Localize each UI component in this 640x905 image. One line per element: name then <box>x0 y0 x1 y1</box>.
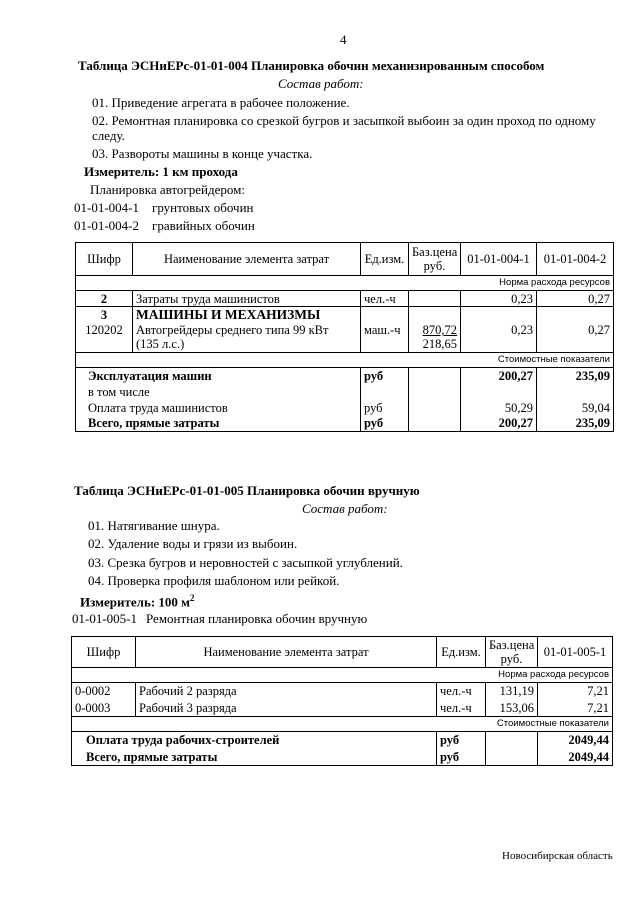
cost-unit: руб <box>437 749 486 766</box>
header-base-price <box>486 637 538 668</box>
table2 <box>71 636 613 766</box>
table-row <box>72 700 613 717</box>
table-row <box>72 749 613 766</box>
row-value-1: 0,23 <box>461 291 537 307</box>
table1-step: 01. Приведение агрегата в рабочее положение. <box>92 95 350 110</box>
cost-name: Всего, прямые затраты <box>72 749 437 766</box>
cost-name: Оплата труда рабочих-строителей <box>72 732 437 749</box>
row-code: 120202 <box>76 323 133 353</box>
table1-code: 01-01-004-1 <box>74 200 139 215</box>
table-row <box>76 307 614 323</box>
row-price <box>409 291 461 307</box>
row-price-line2: 218,65 <box>422 337 457 352</box>
table1 <box>75 242 614 432</box>
cost-value-1: 50,29 <box>461 400 537 416</box>
header-unit: Ед.изм. <box>437 637 486 668</box>
table-row <box>72 732 613 749</box>
row-name: Рабочий 3 разряда <box>136 700 437 717</box>
section-row <box>72 717 613 732</box>
header-name: Наименование элемента затрат <box>133 243 361 276</box>
table1-step: 02. Ремонтная планировка со срезкой бугров и засыпкой выбоин за один проход по одному <box>92 113 596 128</box>
cost-value-1: 2049,44 <box>538 732 613 749</box>
row-price: 153,06 <box>486 700 538 717</box>
row-name: МАШИНЫ И МЕХАНИЗМЫ <box>133 307 361 323</box>
row-code: 3 <box>76 307 133 323</box>
row-value-2: 0,27 <box>537 291 614 307</box>
header-unit: Ед.изм. <box>361 243 409 276</box>
cost-value-2: 59,04 <box>537 400 614 416</box>
table1-group: Планировка автогрейдером: <box>90 182 245 197</box>
table-row <box>76 291 614 307</box>
cost-label: Стоимостные показатели <box>72 717 613 732</box>
header-col2: 01-01-004-2 <box>537 243 614 276</box>
norm-label: Норма расхода ресурсов <box>72 668 613 683</box>
table-row <box>76 323 614 353</box>
footer-region: Новосибирская область <box>502 850 613 862</box>
row-unit: чел.-ч <box>437 683 486 700</box>
row-unit: чел.-ч <box>437 700 486 717</box>
table2-step: 03. Срезка бугров и неровностей с засыпкой углублений. <box>88 555 403 570</box>
row-name-line2: (135 л.с.) <box>136 337 185 352</box>
row-name: Рабочий 2 разряда <box>136 683 437 700</box>
cost-label: Стоимостные показатели <box>76 353 614 368</box>
cost-unit: руб <box>361 400 409 416</box>
section-row <box>76 276 614 291</box>
table1-code: 01-01-004-2 <box>74 218 139 233</box>
cost-value-1: 200,27 <box>461 368 537 384</box>
header-base-price-line2: руб. <box>423 259 446 273</box>
header-col1: 01-01-004-1 <box>461 243 537 276</box>
table-header-row <box>76 243 614 276</box>
cost-value-2: 235,09 <box>537 368 614 384</box>
header-cipher: Шифр <box>76 243 133 276</box>
row-name: Затраты труда машинистов <box>133 291 361 307</box>
table2-code-name: Ремонтная планировка обочин вручную <box>146 611 368 626</box>
cost-unit: руб <box>361 416 409 432</box>
row-value-1: 7,21 <box>538 700 613 717</box>
row-unit: маш.-ч <box>361 323 409 353</box>
cost-value-2: 235,09 <box>537 416 614 432</box>
cost-unit: руб <box>437 732 486 749</box>
page-number: 4 <box>340 32 347 47</box>
table2-step: 04. Проверка профиля шаблоном или рейкой. <box>88 573 340 588</box>
table1-step: 03. Развороты машины в конце участка. <box>92 146 313 161</box>
section-row <box>76 353 614 368</box>
table1-composition-label: Состав работ: <box>278 76 364 91</box>
table-row <box>76 368 614 384</box>
row-code: 0-0003 <box>72 700 136 717</box>
table-row <box>76 416 614 432</box>
row-code: 0-0002 <box>72 683 136 700</box>
table1-step: следу. <box>92 128 125 143</box>
table2-measure-sup: 2 <box>190 593 195 603</box>
cost-value-1: 200,27 <box>461 416 537 432</box>
header-name: Наименование элемента затрат <box>136 637 437 668</box>
row-value-1: 0,23 <box>461 323 537 353</box>
table-row <box>76 384 614 400</box>
row-name <box>133 323 361 353</box>
table1-code-name: гравийных обочин <box>152 218 255 233</box>
cost-value-2 <box>537 384 614 400</box>
section-row <box>72 668 613 683</box>
cost-value-1: 2049,44 <box>538 749 613 766</box>
cost-value-1 <box>461 384 537 400</box>
row-value-1: 7,21 <box>538 683 613 700</box>
header-base-price-line1: Баз.цена <box>489 638 535 652</box>
table2-composition-label: Состав работ: <box>302 501 388 516</box>
row-value-2: 0,27 <box>537 323 614 353</box>
header-cipher: Шифр <box>72 637 136 668</box>
row-price-line1: 870,72 <box>422 323 457 338</box>
row-unit: чел.-ч <box>361 291 409 307</box>
cost-name: Оплата труда машинистов <box>76 400 361 416</box>
table2-step: 02. Удаление воды и грязи из выбоин. <box>88 536 298 551</box>
row-code: 2 <box>76 291 133 307</box>
table2-measure <box>80 593 195 610</box>
row-name-line1: Автогрейдеры среднего типа 99 кВт <box>136 323 329 338</box>
cost-name: Эксплуатация машин <box>76 368 361 384</box>
header-base-price <box>409 243 461 276</box>
table-row <box>76 400 614 416</box>
row-price: 131,19 <box>486 683 538 700</box>
header-col1: 01-01-005-1 <box>538 637 613 668</box>
table2-measure-text: Измеритель: 100 м <box>80 594 191 610</box>
header-base-price-line2: руб. <box>500 652 523 666</box>
cost-unit: руб <box>361 368 409 384</box>
cost-name: Всего, прямые затраты <box>76 416 361 432</box>
cost-unit <box>361 384 409 400</box>
norm-label: Норма расхода ресурсов <box>76 276 614 291</box>
table2-title: Таблица ЭСНиЕРс-01-01-005 Планировка обочин вручную <box>74 483 420 498</box>
table1-code-name: грунтовых обочин <box>152 200 254 215</box>
table2-step: 01. Натягивание шнура. <box>88 518 220 533</box>
table1-title: Таблица ЭСНиЕРс-01-01-004 Планировка обочин механизированным способом <box>78 58 545 73</box>
cost-name: в том числе <box>76 384 361 400</box>
table2-code: 01-01-005-1 <box>72 611 137 626</box>
table-header-row <box>72 637 613 668</box>
row-price <box>409 323 461 353</box>
table-row <box>72 683 613 700</box>
header-base-price-line1: Баз.цена <box>412 245 458 259</box>
table1-measure: Измеритель: 1 км прохода <box>84 164 238 179</box>
